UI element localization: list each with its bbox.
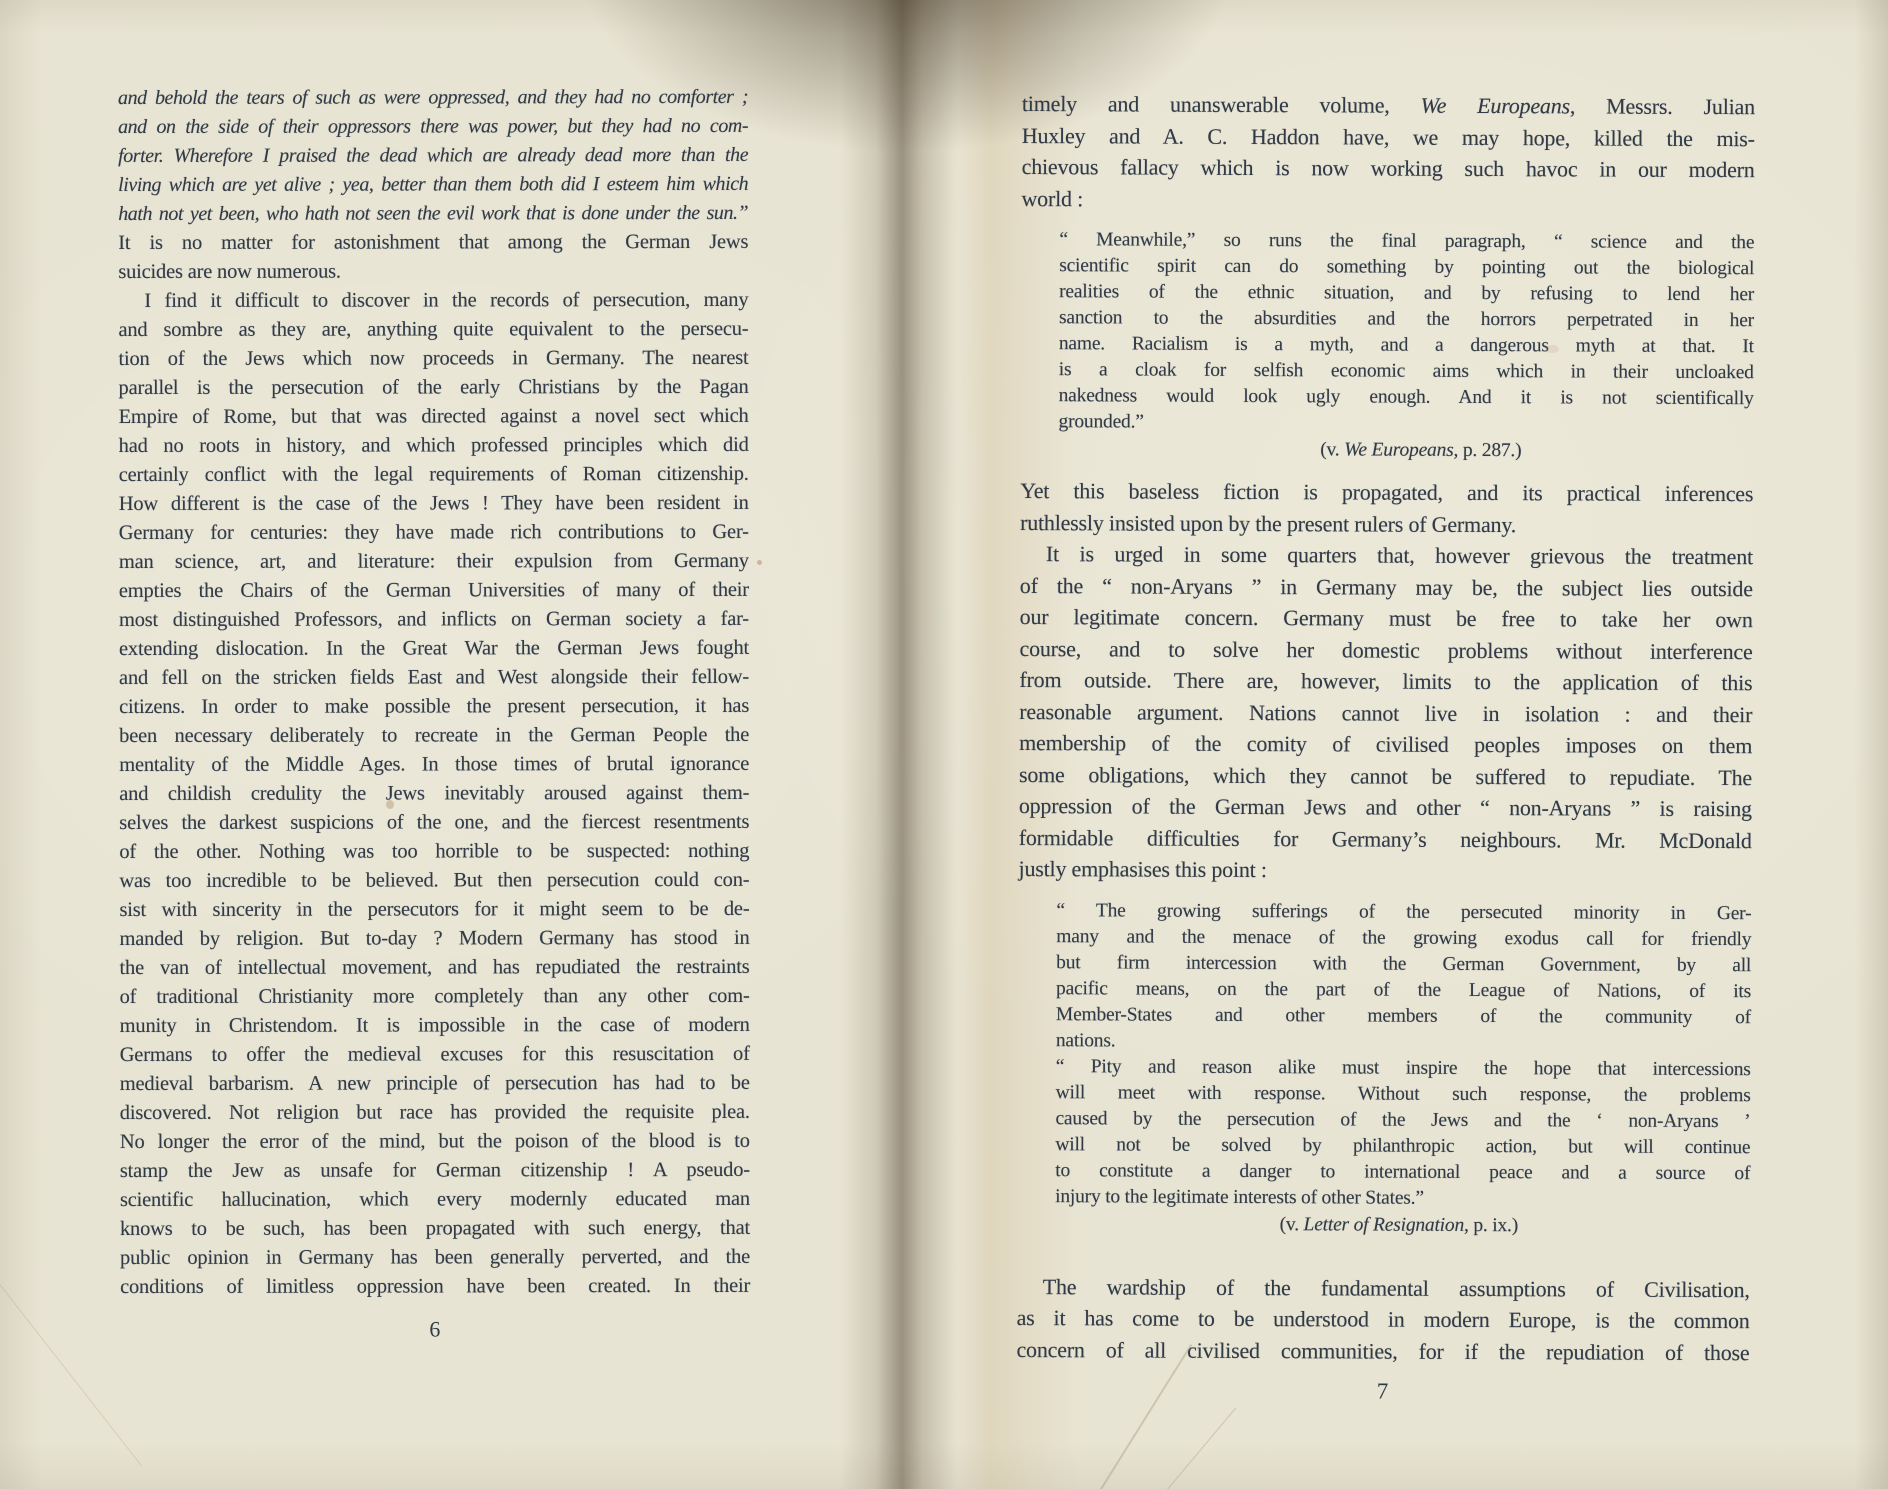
- body-paragraph: [1019, 538, 1754, 888]
- paper-smudge: [1545, 345, 1559, 353]
- text-line: man science, art, and literature: their expulsion from Germany: [118, 549, 749, 573]
- text-line: Germany for centuries: they have made rich contributions to Ger-: [118, 520, 749, 544]
- text-line: name. Racialism is a myth, and a dangerous myth at that. It: [1058, 333, 1754, 358]
- text-line: I find it difficult to discover in the records of persecution, many: [144, 288, 749, 312]
- text-line: realities of the ethnic situation, and by refusing to lend her: [1059, 281, 1755, 306]
- text-line: tion of the Jews which now proceeds in Germany. The nearest: [118, 346, 749, 370]
- text-line: reasonable argument. Nations cannot live in isolation : and their: [1019, 698, 1753, 727]
- text-line: manded by religion. But to-day ? Modern Germany has stood in: [119, 926, 750, 950]
- text-line: was too incredible to be believed. But then persecution could con-: [119, 868, 750, 892]
- block-quote: [1018, 897, 1752, 1056]
- paper-stain: [386, 800, 394, 809]
- body-text: [1021, 88, 1755, 217]
- text-line: most distinguished Professors, and inflicts on German society a far-: [118, 607, 749, 631]
- text-line: the van of intellectual movement, and has repudiated the restraints: [119, 955, 750, 979]
- page-number-left: 6: [429, 1316, 441, 1342]
- text-line: Member-States and other members of the community of: [1055, 1003, 1751, 1028]
- text-line: injury to the legitimate interests of other States.”: [1055, 1185, 1424, 1209]
- text-line: and childish credulity the Jews inevitably aroused against them-: [119, 781, 750, 805]
- right-page: [880, 0, 1888, 1489]
- text-line: empties the Chairs of the German Universities of many of their: [118, 578, 749, 602]
- text-line: discovered. Not religion but race has provided the requisite plea.: [119, 1100, 750, 1124]
- text-line: of the “ non-Aryans ” in Germany may be, the subject lies outside: [1019, 572, 1753, 601]
- text-line: “ Meanwhile,” so runs the final paragraph, “ science and the: [1059, 229, 1755, 254]
- text-line: oppression of the German Jews and other “ non-Aryans ” is raising: [1018, 792, 1752, 822]
- page-number-right: 7: [1376, 1378, 1389, 1404]
- left-page-blocks: [118, 83, 750, 1302]
- text-line: medieval barbarism. A new principle of persecution has had to be: [119, 1071, 750, 1095]
- text-line: How different is the case of the Jews ! They have been resident in: [118, 491, 749, 515]
- left-page: [0, 0, 880, 1489]
- text-line: It is no matter for astonishment that among the German Jews: [118, 230, 749, 254]
- text-line: is a cloak for selfish economic aims which in their uncloaked: [1058, 359, 1754, 384]
- text-line: and sombre as they are, anything quite equivalent to the persecu-: [118, 317, 749, 341]
- text-line: living which are yet alive ; yea, better than them both did I esteem him which: [118, 172, 749, 196]
- body-text: [1020, 475, 1753, 541]
- block-quote: [1017, 1053, 1751, 1212]
- text-line: parallel is the persecution of the early Christians by the Pagan: [118, 375, 749, 399]
- text-line: forter. Wherefore I praised the dead which are already dead more than the: [118, 143, 749, 167]
- text-line: to constitute a danger to international peace and a source of: [1055, 1159, 1751, 1184]
- text-line: knows to be such, has been propagated with such energy, that: [119, 1216, 751, 1240]
- text-line: of traditional Christianity more completely than any other com-: [119, 984, 750, 1008]
- text-line: extending dislocation. In the Great War the German Jews fought: [118, 636, 750, 660]
- text-line: Empire of Rome, but that was directed against a novel sect which: [118, 404, 749, 428]
- text-line: citizens. In order to make possible the present persecution, it has: [119, 694, 750, 718]
- text-line: pacific means, on the part of the League of Nations, of its: [1056, 977, 1752, 1002]
- right-page-text-column: [1016, 88, 1755, 1409]
- text-line: been necessary deliberately to recreate in the German People the: [119, 723, 750, 747]
- text-line: ruthlessly insisted upon by the present rulers of Germany.: [1020, 509, 1517, 537]
- text-line: and fell on the stricken fields East and West alongside their fellow-: [119, 665, 750, 689]
- text-line: scientific hallucination, which every modernly educated man: [119, 1187, 750, 1211]
- text-line: had no roots in history, and which professed principles which did: [118, 433, 749, 457]
- text-line: It is urged in some quarters that, however grievous the treatment: [1045, 541, 1754, 570]
- text-line: public opinion in Germany has been generally perverted, and the: [120, 1245, 751, 1269]
- text-line: sist with sincerity in the persecutors for it might seem to be de-: [119, 897, 750, 921]
- text-line: and on the side of their oppressors there was power, but they had no com-: [118, 114, 749, 138]
- paper-smudge: [1240, 520, 1250, 526]
- text-line: (v. We Europeans, p. 287.): [1320, 439, 1522, 462]
- text-line: No longer the error of the mind, but the poison of the blood is to: [119, 1129, 750, 1153]
- text-line: timely and unanswerable volume, We Europeans, Messrs. Julian: [1021, 90, 1755, 120]
- text-line: grounded.”: [1058, 411, 1144, 433]
- text-line: many and the menace of the growing exodus call for friendly: [1056, 925, 1752, 950]
- quote-attribution: [1020, 435, 1753, 465]
- text-line: Germans to offer the medieval excuses for this resuscitation of: [119, 1042, 750, 1066]
- text-line: “ Pity and reason alike must inspire the hope that intercessions: [1055, 1055, 1751, 1080]
- text-line: conditions of limitless oppression have been created. In their: [120, 1274, 751, 1298]
- text-line: concern of all civilised communities, for if the repudiation of those: [1016, 1336, 1750, 1365]
- text-line: certainly conflict with the legal requirements of Roman citizenship.: [118, 462, 749, 486]
- text-line: “ The growing sufferings of the persecuted minority in Ger-: [1056, 899, 1752, 924]
- text-line: will not be solved by philanthropic action, but will continue: [1055, 1133, 1751, 1158]
- text-line: (v. Letter of Resignation, p. ix.): [1279, 1213, 1519, 1236]
- text-line: but firm intercession with the German Government, by all: [1056, 951, 1752, 976]
- text-line: formidable difficulties for Germany’s neighbours. Mr. McDonald: [1018, 824, 1752, 853]
- text-line: world :: [1021, 185, 1084, 211]
- body-paragraph: [1016, 1270, 1749, 1368]
- text-line: Yet this baseless fiction is propagated, and its practical inferences: [1020, 477, 1754, 507]
- left-page-text-column: [118, 83, 750, 1344]
- body-text: [118, 228, 748, 287]
- text-line: justly emphasises this point :: [1018, 855, 1267, 883]
- text-line: some obligations, which they cannot be suffered to repudiate. The: [1018, 761, 1753, 790]
- text-line: suicides are now numerous.: [118, 260, 341, 283]
- text-line: membership of the comity of civilised peoples imposes on them: [1019, 729, 1753, 759]
- text-line: stamp the Jew as unsafe for German citizenship ! A pseudo-: [119, 1158, 750, 1182]
- text-line: mentality of the Middle Ages. In those times of brutal ignorance: [119, 752, 750, 776]
- text-line: course, and to solve her domestic problems without interference: [1019, 635, 1753, 664]
- text-line: caused by the persecution of the Jews and the ‘ non-Aryans ’: [1055, 1107, 1751, 1132]
- text-line: nations.: [1055, 1029, 1116, 1051]
- paper-speck: [296, 905, 300, 909]
- text-line: and behold the tears of such as were oppressed, and they had no comforter ;: [118, 85, 749, 109]
- text-line: nakedness would look ugly enough. And it is not scientifically: [1058, 385, 1754, 410]
- text-line: as it has come to be understood in modern Europe, is the common: [1016, 1304, 1750, 1334]
- text-line: hath not yet been, who hath not seen the evil work that is done under the sun.”: [118, 201, 749, 225]
- text-line: sanction to the absurdities and the horrors perpetrated in her: [1058, 307, 1755, 332]
- text-line: scientific spirit can do something by pointing out the biological: [1059, 255, 1755, 280]
- body-paragraph: [118, 286, 750, 1302]
- paper-speck: [757, 560, 762, 565]
- quote-attribution: [1017, 1209, 1750, 1239]
- text-line: of the other. Nothing was too horrible to be suspected: nothing: [119, 839, 750, 863]
- text-line: chievous fallacy which is now working such havoc in our modern: [1021, 153, 1755, 183]
- scripture-quote: [118, 83, 748, 229]
- block-quote: [1020, 227, 1754, 438]
- text-line: selves the darkest suspicions of the one, and the fiercest resentments: [119, 810, 750, 834]
- text-line: from outside. There are, however, limits to the application of this: [1019, 666, 1753, 696]
- text-line: will meet with response. Without such response, the problems: [1055, 1081, 1751, 1106]
- text-line: our legitimate concern. Germany must be free to take her own: [1019, 603, 1753, 633]
- right-page-blocks: [1016, 88, 1755, 1368]
- text-line: Huxley and A. C. Haddon have, we may hope, killed the mis-: [1021, 122, 1755, 151]
- text-line: munity in Christendom. It is impossible in the case of modern: [119, 1013, 750, 1037]
- text-line: The wardship of the fundamental assumptions of Civilisation,: [1042, 1273, 1750, 1302]
